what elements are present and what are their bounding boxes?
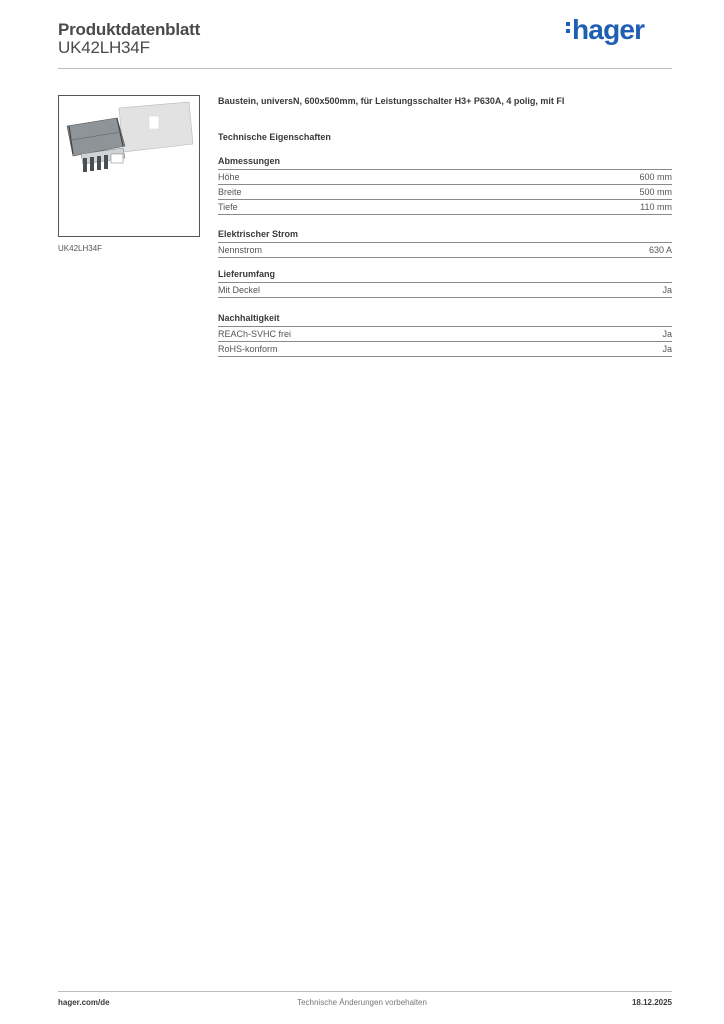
property-value: Ja xyxy=(662,329,672,339)
group-title: Nachhaltigkeit xyxy=(218,312,672,327)
group-title: Lieferumfang xyxy=(218,268,672,283)
property-row xyxy=(218,243,672,258)
group-electrical xyxy=(218,228,672,258)
group-sustainability xyxy=(218,312,672,357)
logo-dots-icon xyxy=(566,19,570,36)
document-title: Produktdatenblatt xyxy=(58,20,201,39)
property-label: Tiefe xyxy=(218,202,238,212)
property-value: 110 mm xyxy=(640,202,672,212)
property-row xyxy=(218,200,672,215)
group-title: Abmessungen xyxy=(218,155,672,170)
header-divider xyxy=(58,68,672,69)
property-label: Mit Deckel xyxy=(218,285,261,295)
property-value: Ja xyxy=(662,285,672,295)
group-title: Elektrischer Strom xyxy=(218,228,672,243)
group-dimensions xyxy=(218,155,672,215)
hager-logo xyxy=(566,14,644,46)
footer-notice: Technische Änderungen vorbehalten xyxy=(297,998,427,1007)
product-description: Baustein, universN, 600x500mm, für Leistungsschalter H3+ P630A, 4 polig, mit FI xyxy=(218,96,565,106)
property-row xyxy=(218,170,672,185)
property-label: RoHS-konform xyxy=(218,344,278,354)
property-row xyxy=(218,283,672,298)
article-number: UK42LH34F xyxy=(58,38,150,57)
property-row xyxy=(218,185,672,200)
footer-date: 18.12.2025 xyxy=(631,998,672,1007)
property-label: Breite xyxy=(218,187,242,197)
footer-divider xyxy=(58,991,672,992)
product-illustration-icon xyxy=(59,96,199,236)
property-value: 600 mm xyxy=(639,172,672,182)
logo-text: hager xyxy=(572,14,645,45)
group-scope-of-delivery xyxy=(218,268,672,298)
property-row xyxy=(218,342,672,357)
technical-heading: Technische Eigenschaften xyxy=(218,132,331,142)
property-row xyxy=(218,327,672,342)
footer-website-link[interactable]: hager.com/de xyxy=(58,998,110,1007)
product-details xyxy=(218,94,672,357)
property-label: Nennstrom xyxy=(218,245,263,255)
image-caption: UK42LH34F xyxy=(58,244,103,253)
property-label: REACh-SVHC frei xyxy=(218,329,292,339)
property-value: 630 A xyxy=(648,245,672,255)
product-image xyxy=(58,95,200,237)
property-value: Ja xyxy=(662,344,672,354)
property-value: 500 mm xyxy=(639,187,672,197)
property-label: Höhe xyxy=(218,172,240,182)
